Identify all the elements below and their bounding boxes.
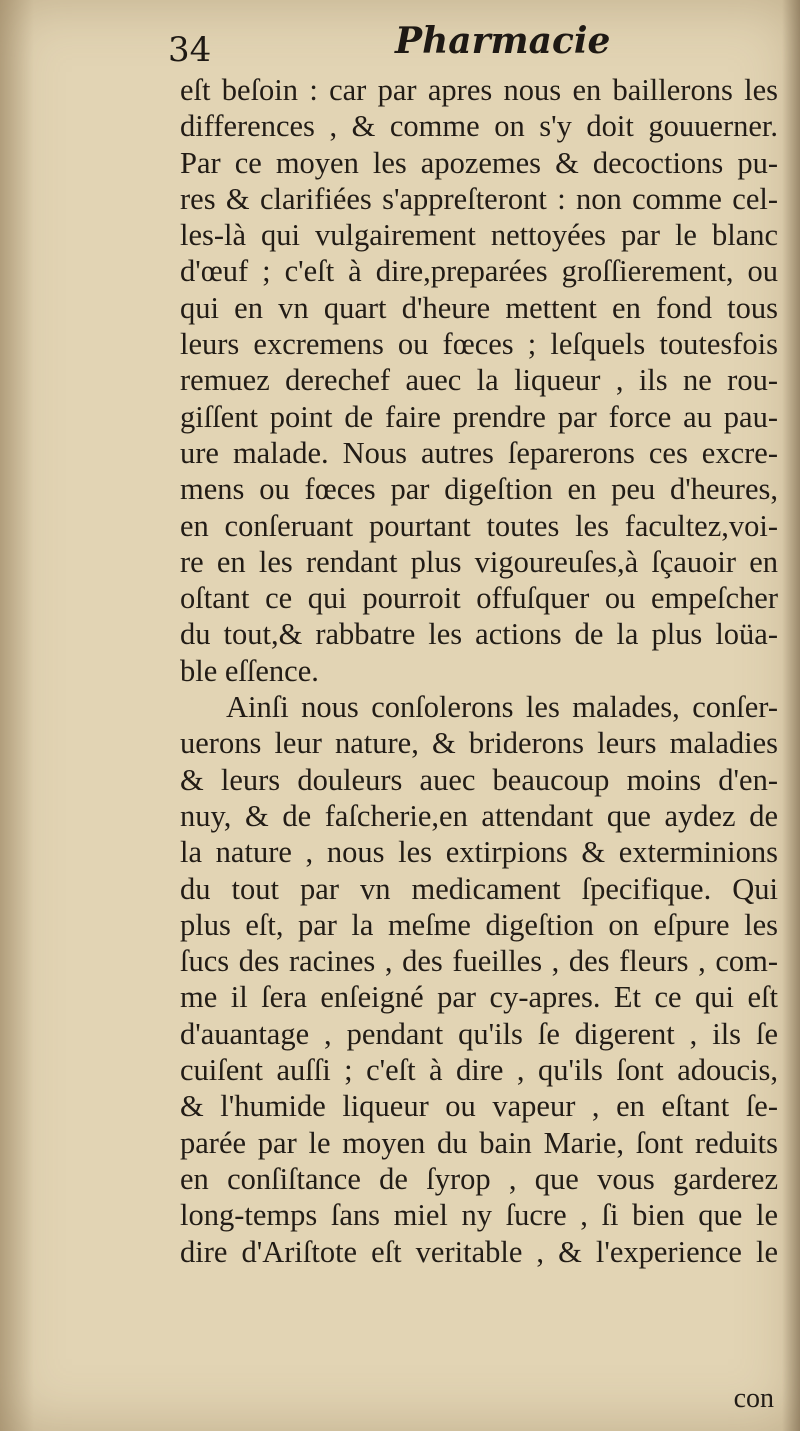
text-line: eſt beſoin : car par apres nous en baillerons les [180,73,778,107]
page-number: 34 [168,30,212,70]
text-line: plus eſt, par la meſme digeſtion on eſpure les [180,907,778,942]
text-line: long-temps ſans miel ny ſucre , ſi bien que le [180,1198,778,1233]
text-line: du tout,& rabbatre les actions de la plus loüa- [180,617,778,652]
text-line: qui en vn quart d'heure mettent en fond tous [180,290,778,325]
text-line: ble eſſence. [180,653,319,688]
text-line: mens ou fœces par digeſtion en peu d'heures, [180,472,778,507]
text-line: ſucs des racines , des fueilles , des fleurs , com- [180,944,778,979]
text-line: d'auantage , pendant qu'ils ſe digerent , ils ſe [180,1016,778,1051]
running-title: Pharmacie [395,20,611,62]
text-line: parée par le moyen du bain Marie, ſont reduits [180,1125,778,1160]
text-line: oſtant ce qui pourroit offuſquer ou empeſcher [180,581,778,616]
catchword: con [733,1383,774,1414]
text-line: cuiſent auſſi ; c'eſt à dire , qu'ils ſont adoucis, [180,1053,778,1088]
text-line: uerons leur nature, & briderons leurs maladies [180,726,778,761]
binding-shadow [0,0,34,1431]
text-line: la nature , nous les extirpions & exterminions [180,835,778,870]
text-line: res & clarifiées s'appreſteront : non comme cel- [180,181,778,216]
text-line: en conſiſtance de ſyrop , que vous garderez [180,1161,778,1196]
text-line: re en les rendant plus vigoureuſes,à ſçauoir en [180,544,778,579]
text-line: d'œuf ; c'eſt à dire,preparées groſſierement, ou [180,254,778,289]
text-line: nuy, & de faſcherie,en attendant que aydez de [180,798,778,833]
text-line: leurs excremens ou fœces ; leſquels toutesfois [180,327,778,362]
text-line: giſſent point de faire prendre par force au pau- [180,399,778,434]
text-line: Par ce moyen les apozemes & decoctions pu- [180,145,778,180]
body-text [180,72,778,1270]
text-line: remuez derechef auec la liqueur , ils ne rou- [180,363,778,398]
text-line: & l'humide liqueur ou vapeur , en eſtant ſe- [180,1089,778,1124]
text-line: dire d'Ariſtote eſt veritable , & l'experience le [180,1234,778,1269]
paragraph-first-line: Ainſi nous conſolerons les malades, conſer- [226,690,778,725]
text-line: ure malade. Nous autres ſeparerons ces excre- [180,435,778,470]
text-line: les-là qui vulgairement nettoyées par le blanc [180,218,778,253]
text-line: differences , & comme on s'y doit gouuerner. [180,109,778,144]
text-line: en conſeruant pourtant toutes les facultez,voi- [180,508,778,543]
page-edge-shadow [782,0,800,1431]
text-line: du tout par vn medicament ſpecifique. Qui [180,871,778,906]
text-line: & leurs douleurs auec beaucoup moins d'en- [180,762,778,797]
text-line: me il ſera enſeigné par cy-apres. Et ce qui eſt [180,980,778,1015]
